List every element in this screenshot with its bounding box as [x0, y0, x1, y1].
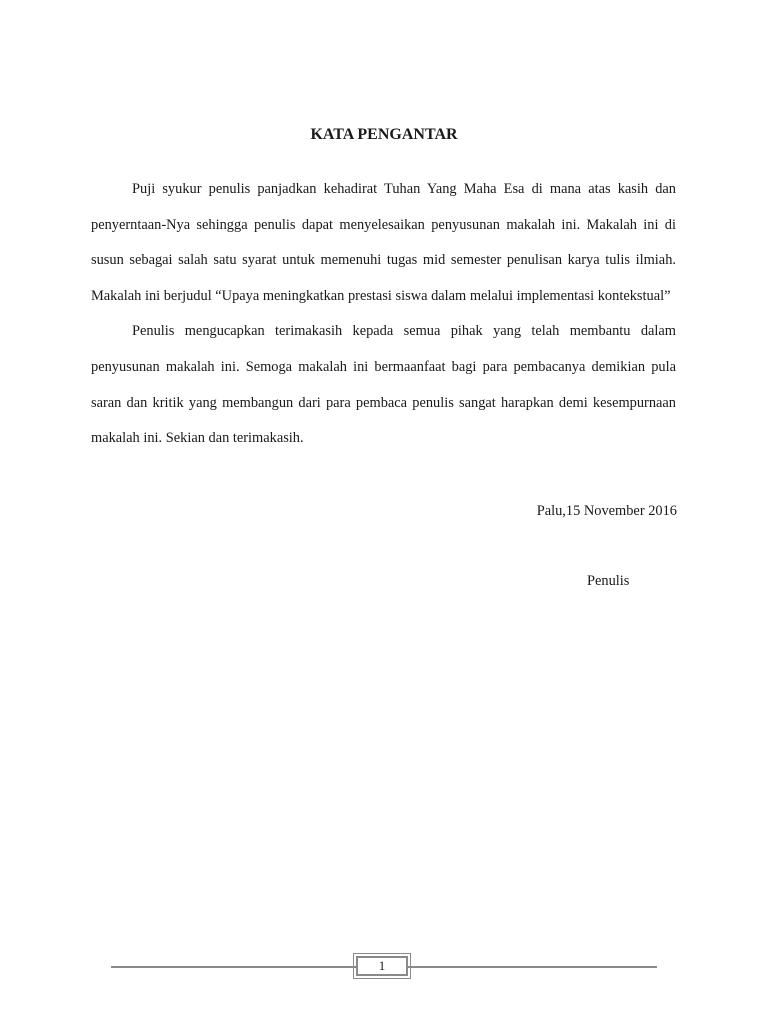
- page-title: KATA PENGANTAR: [310, 126, 458, 143]
- paragraph-2: Penulis mengucapkan terimakasih kepada semua pihak yang telah membantu dalam penyusunan makalah ini. Semoga makalah ini bermaanfaat bagi para pembacanya demikian pula saran dan kritik yang membangun dari para pembaca penulis sangat harapkan demi kesempurnaan makalah ini. Sekian dan terimakasih.: [91, 323, 676, 447]
- paragraph-1: Puji syukur penulis panjadkan kehadirat Tuhan Yang Maha Esa di mana atas kasih dan penyerntaan-Nya sehingga penulis dapat menyelesaikan penyusunan makalah ini. Makalah ini di susun sebagai salah satu syarat untuk memenuhi tugas mid semester penulisan karya tulis ilmiah. Makalah ini berjudul “Upaya meningkatkan prestasi siswa dalam melalui implementasi kontekstual”: [91, 181, 676, 304]
- signer-name: Penulis: [587, 573, 630, 589]
- body-text: [91, 172, 676, 457]
- page-number: 1: [356, 956, 408, 976]
- place-date: Palu,15 November 2016: [536, 503, 677, 519]
